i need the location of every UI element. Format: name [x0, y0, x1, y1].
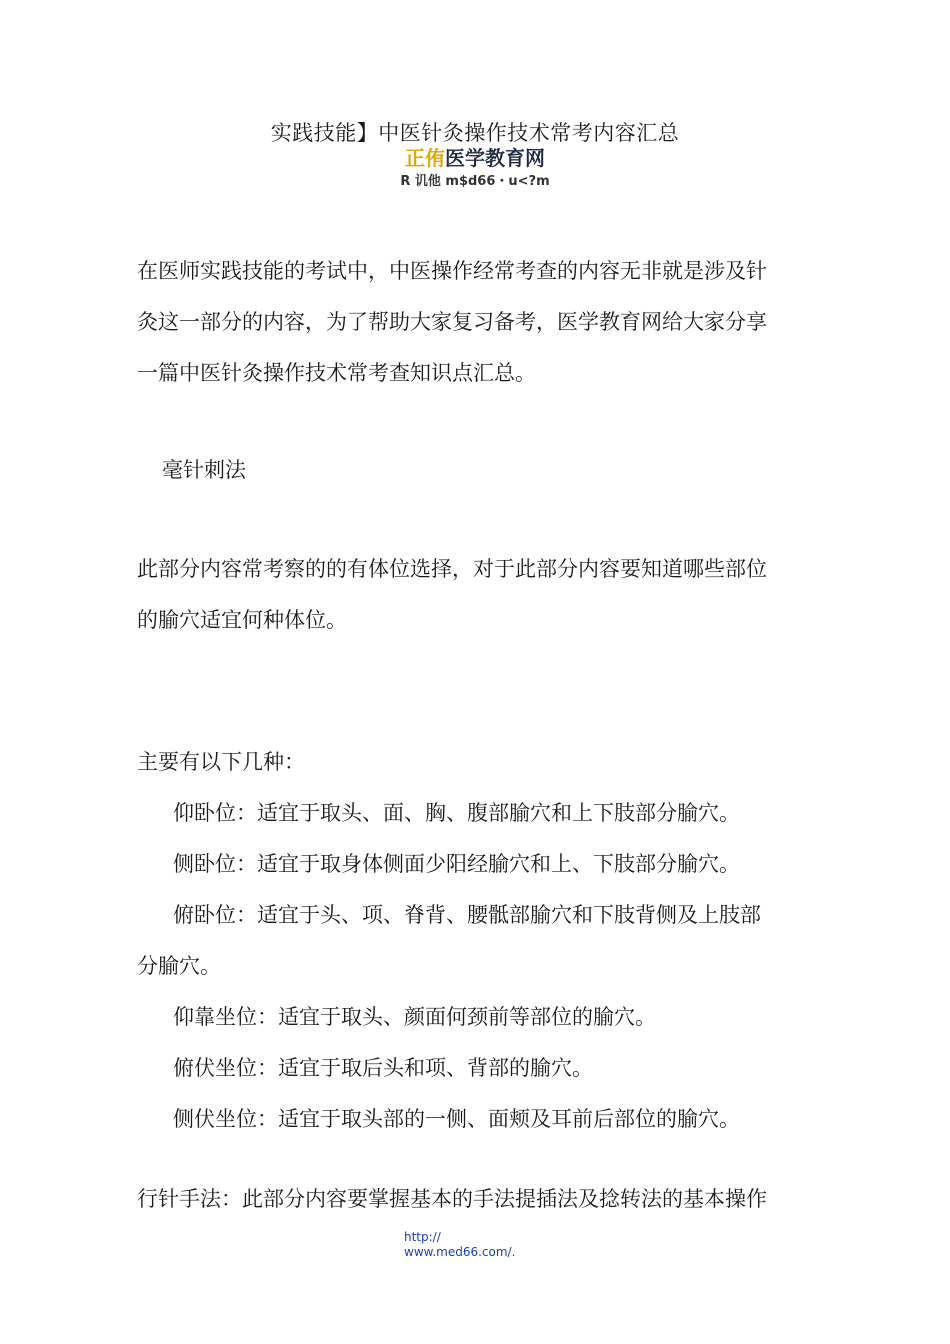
site-logo: [0, 146, 950, 170]
intro-line-1: 在医师实践技能的考试中，中医操作经常考查的内容无非就是涉及针: [137, 259, 767, 283]
section-para-line-1: 此部分内容常考察的的有体位选择，对于此部分内容要知道哪些部位: [137, 557, 767, 581]
list-item-prone-line-2: 分腧穴。: [137, 954, 221, 978]
technique-line: 行针手法：此部分内容要掌握基本的手法提插法及捻转法的基本操作: [137, 1187, 767, 1211]
section-para-line-2: 的腧穴适宜何种体位。: [137, 608, 347, 632]
intro-line-2: 灸这一部分的内容，为了帮助大家复习备考，医学教育网给大家分享: [137, 310, 767, 334]
logo-brand-dark: 医学教育网: [445, 146, 545, 170]
list-item-lateral-sitting: 侧伏坐位：适宜于取头部的一侧、面颊及耳前后部位的腧穴。: [173, 1107, 740, 1131]
list-item-supine: 仰卧位：适宜于取头、面、胸、腹部腧穴和上下肢部分腧穴。: [173, 801, 740, 825]
footer-link-line-2[interactable]: www.med66.com/.: [404, 1245, 516, 1259]
logo-subtitle: R 讥他 m$d66・u<?m: [400, 174, 550, 189]
list-item-prone-sitting: 俯伏坐位：适宜于取后头和项、背部的腧穴。: [173, 1056, 593, 1080]
list-intro: 主要有以下几种：: [137, 750, 305, 774]
page-title: 实践技能】中医针灸操作技术常考内容汇总: [270, 121, 680, 145]
footer-link-line-1[interactable]: http://: [404, 1230, 441, 1244]
list-item-lateral: 侧卧位：适宜于取身体侧面少阳经腧穴和上、下肢部分腧穴。: [173, 852, 740, 876]
list-item-reclining: 仰靠坐位：适宜于取头、颜面何颈前等部位的腧穴。: [173, 1005, 656, 1029]
logo-brand-gold: 正侑: [405, 146, 445, 170]
list-item-prone-line-1: 俯卧位：适宜于头、项、脊背、腰骶部腧穴和下肢背侧及上肢部: [173, 903, 761, 927]
section-heading: 毫针刺法: [162, 458, 246, 482]
intro-line-3: 一篇中医针灸操作技术常考查知识点汇总。: [137, 361, 536, 385]
